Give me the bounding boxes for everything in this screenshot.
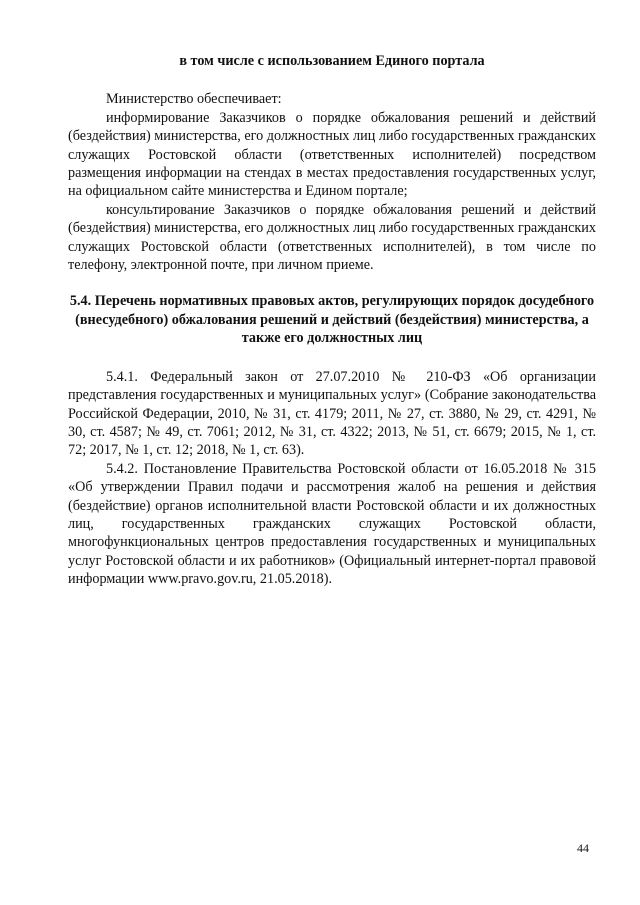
paragraph-5-4-1: 5.4.1. Федеральный закон от 27.07.2010 № 210-ФЗ «Об организации представления государственных и муниципальных услуг» (Собрание законодательства Российской Федерации, 2010, № 31, ст. 4179; 2011, № 27, ст. 3880, № 29, ст. 4291, № 30, ст. 4587; № 49, ст. 7061; 2012, № 31, ст. 4322; 2013, № 51, ст. 6679; 2015, № 1, ст. 72; 2017, № 1, ст. 12; 2018, № 1, ст. 63).	[68, 368, 596, 459]
page-content	[68, 52, 596, 589]
paragraph-informing: информирование Заказчиков о порядке обжалования решений и действий (бездействия) министерства, его должностных лиц либо государственных гражданских служащих Ростовской области (ответственных исполнителей) посредством размещения информации на стендах в местах предоставления государственных услуг, на официальном сайте министерства и Едином портале;	[68, 109, 596, 200]
paragraph-consulting: консультирование Заказчиков о порядке обжалования решений и действий (бездействия) министерства, его должностных лиц либо государственных гражданских служащих Ростовской области (ответственных исполнителей), в том числе по телефону, электронной почте, при личном приеме.	[68, 201, 596, 274]
paragraph-5-4-2: 5.4.2. Постановление Правительства Ростовской области от 16.05.2018 № 315 «Об утверждении Правил подачи и рассмотрения жалоб на решения и действия (бездействие) органов исполнительной власти Ростовской области и их должностных лиц, государственных гражданских служащих Ростовской области, многофункциональных центров предоставления государственных и муниципальных услуг Ростовской области и их работников» (Официальный интернет-портал правовой информации www.pravo.gov.ru, 21.05.2018).	[68, 460, 596, 588]
page-number: 44	[577, 841, 589, 855]
section-heading-5-4: 5.4. Перечень нормативных правовых актов, регулирующих порядок досудебного (внесудебного) обжалования решений и действий (бездействия) министерства, а также его должностных лиц	[69, 293, 595, 347]
section-title-continuation: в том числе с использованием Единого портала	[179, 53, 485, 69]
paragraph-ministry-provides: Министерство обеспечивает:	[106, 91, 282, 108]
